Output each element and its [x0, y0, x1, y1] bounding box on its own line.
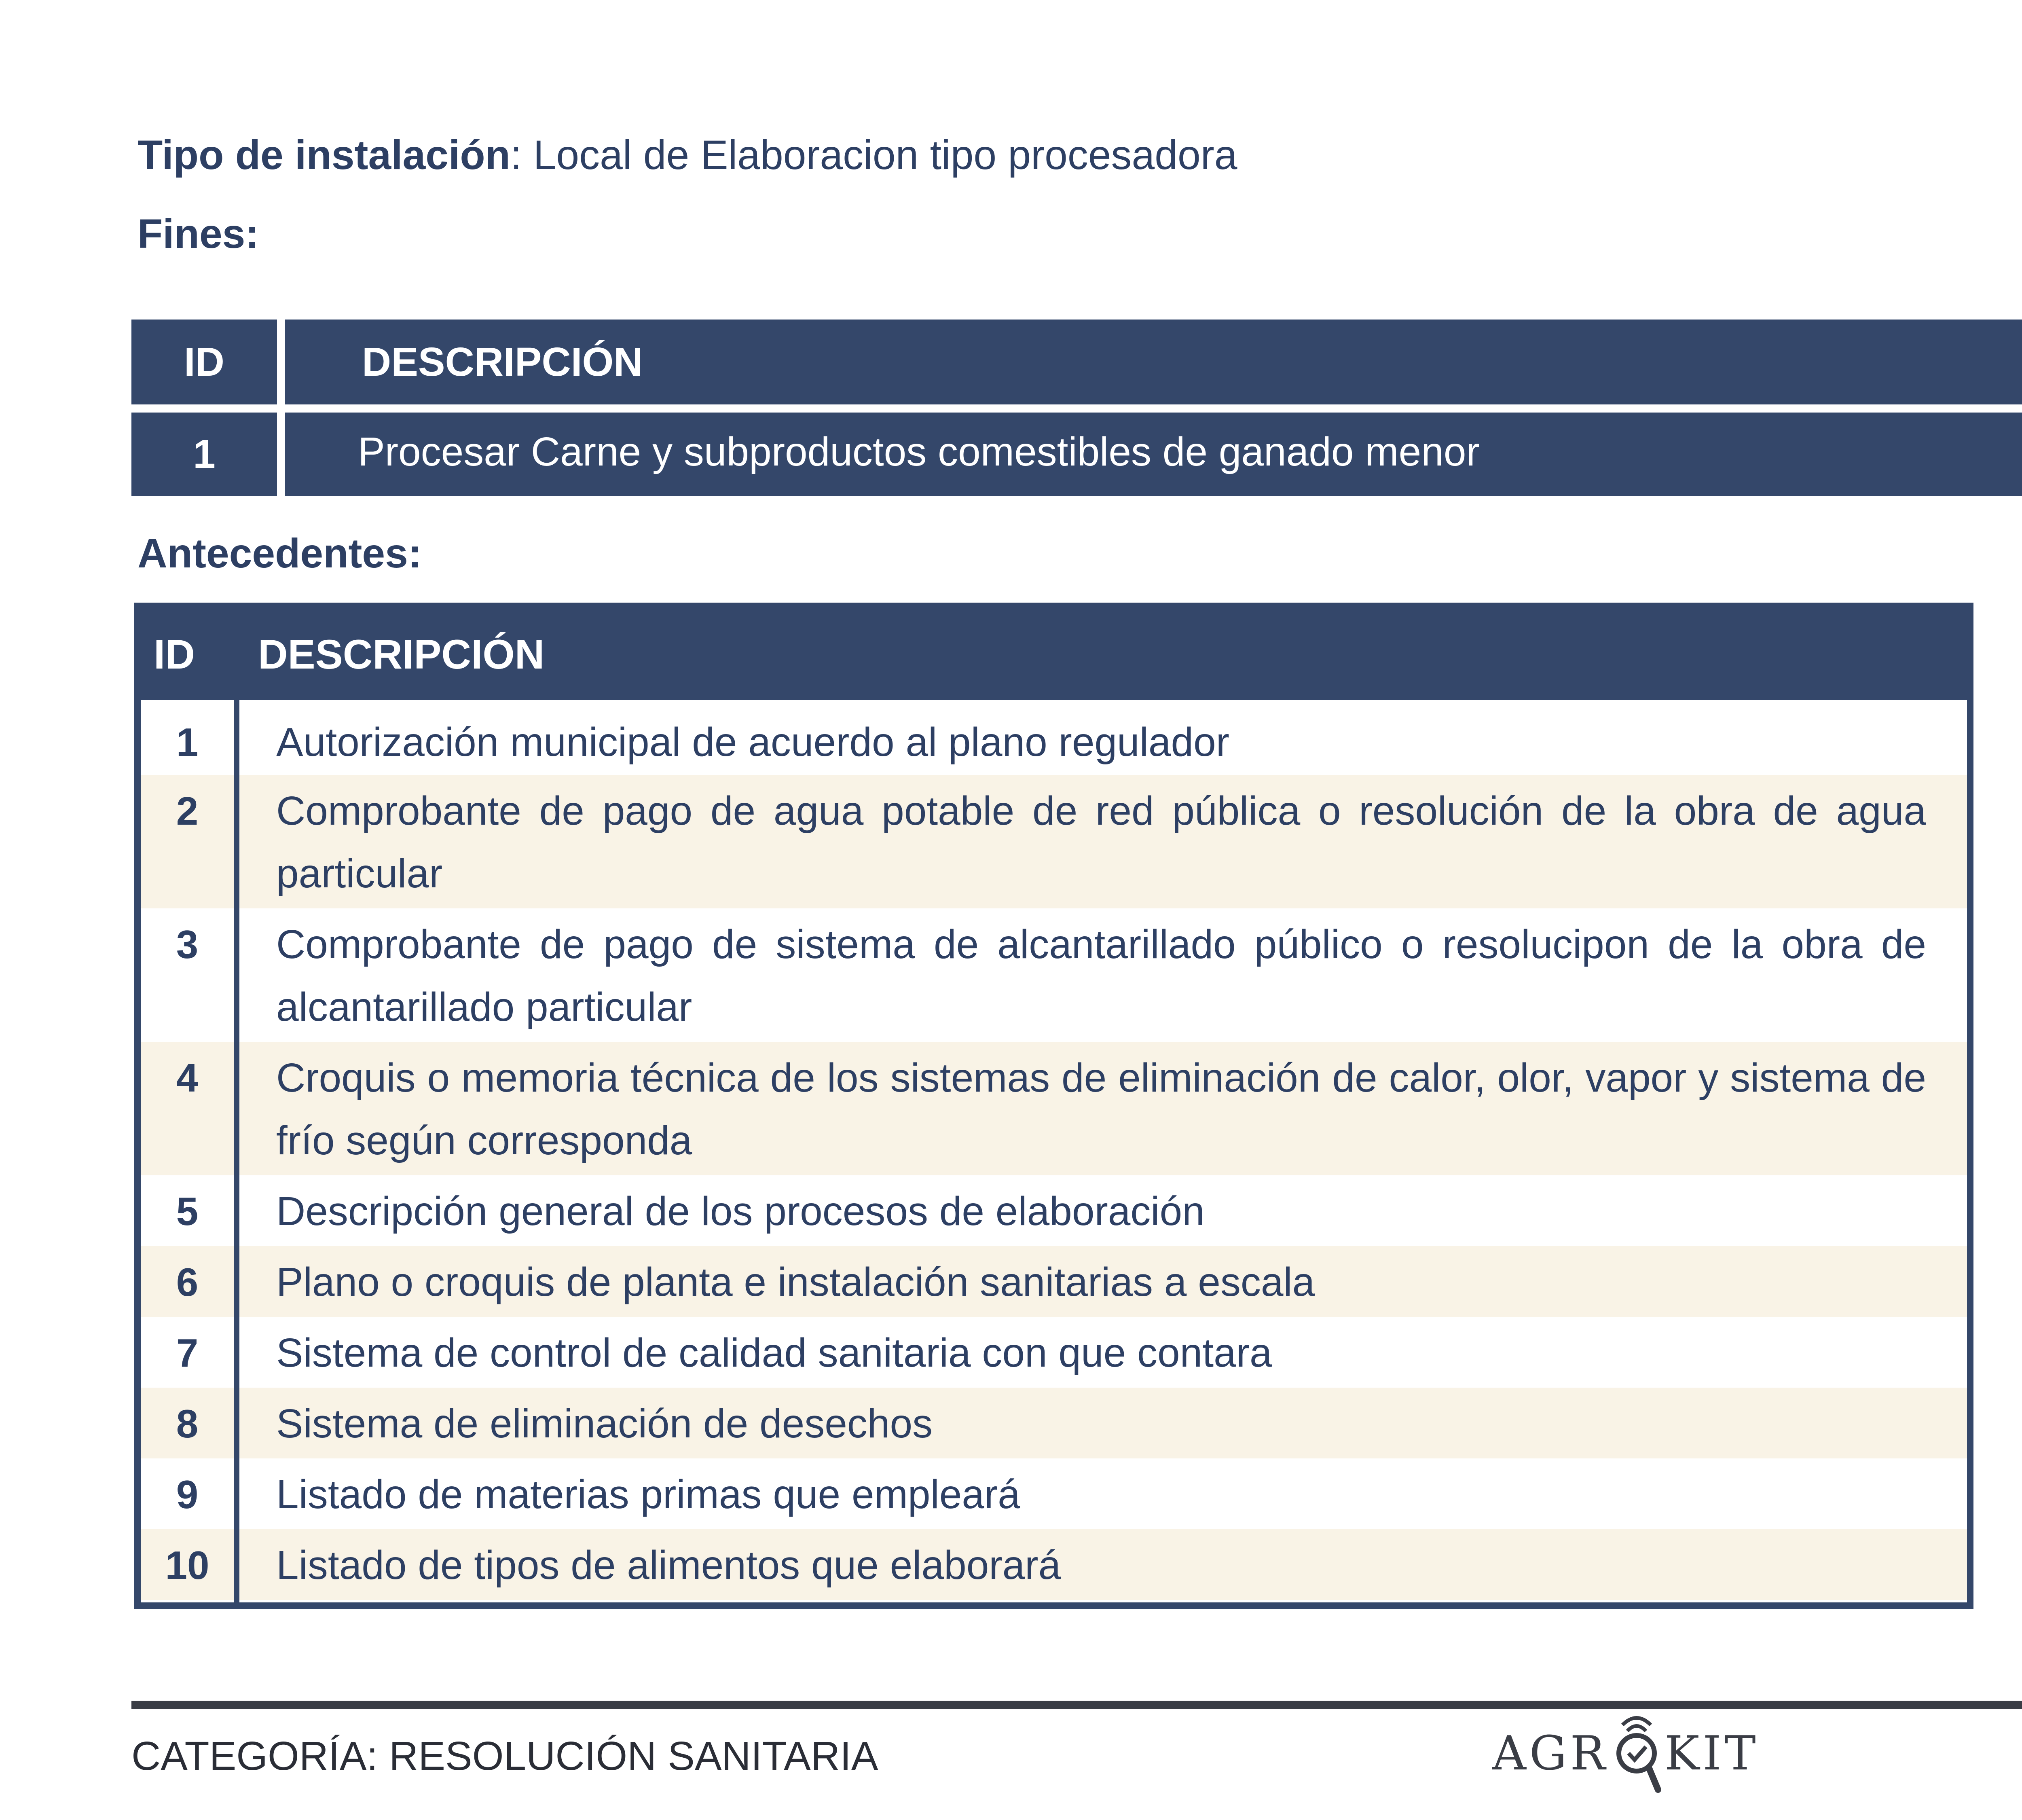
row-description: Plano o croquis de planta e instalación sanitarias a escala [276, 1259, 1315, 1305]
row-id: 4 [176, 1056, 199, 1100]
footer-divider [131, 1701, 2022, 1709]
antecedentes-col-id: ID [154, 631, 195, 677]
row-id: 3 [176, 922, 199, 967]
row-description: Listado de tipos de alimentos que elaborará [276, 1543, 1061, 1588]
installation-type-line [137, 131, 1237, 179]
fines-col-id: ID [131, 320, 277, 404]
row-description: Descripción general de los procesos de elaboración [276, 1189, 1205, 1234]
row-description: Croquis o memoria técnica de los sistemas de eliminación de calor, olor, vapor y sistema de frío según corresponda [276, 1055, 1926, 1163]
table-row [141, 1042, 1967, 1175]
fines-col-desc: DESCRIPCIÓN [285, 320, 2022, 404]
antecedentes-table-header [141, 609, 1967, 700]
fines-row-id: 1 [131, 413, 277, 496]
fines-title: Fines: [137, 211, 259, 257]
row-description: Sistema de eliminación de desechos [276, 1401, 933, 1446]
table-row [141, 775, 1967, 908]
row-id: 5 [176, 1189, 199, 1234]
row-description: Sistema de control de calidad sanitaria con que contara [276, 1330, 1272, 1376]
row-id: 10 [165, 1543, 209, 1587]
table-row [141, 1175, 1967, 1246]
row-description: Comprobante de pago de agua potable de red pública o resolución de la obra de agua particular [276, 788, 1926, 896]
logo-text-right: KIT [1664, 1726, 1759, 1781]
antecedentes-column-divider [234, 609, 239, 1602]
row-id: 2 [176, 789, 199, 833]
footer-category: CATEGORÍA: RESOLUCIÓN SANITARIA [131, 1733, 878, 1779]
table-row [141, 1246, 1967, 1317]
row-id: 1 [176, 720, 199, 764]
row-id: 9 [176, 1472, 199, 1517]
table-row [141, 1458, 1967, 1529]
fines-table [131, 320, 2022, 496]
antecedentes-table [134, 603, 1973, 1609]
installation-type-value: : Local de Elaboracion tipo procesadora [510, 132, 1237, 178]
table-row [141, 908, 1967, 1042]
agrokit-logo [1492, 1709, 1759, 1798]
table-row [141, 706, 1967, 775]
row-description: Listado de materias primas que empleará [276, 1472, 1020, 1517]
table-row [141, 1317, 1967, 1388]
fines-row-desc: Procesar Carne y subproductos comestibles de ganado menor [285, 413, 2022, 496]
row-id: 6 [176, 1260, 199, 1304]
installation-type-label: Tipo de instalación [137, 132, 510, 178]
antecedentes-col-desc: DESCRIPCIÓN [258, 631, 545, 677]
table-row [141, 1529, 1967, 1600]
row-description: Comprobante de pago de sistema de alcantarillado público o resolucipon de la obra de alcantarillado particular [276, 922, 1926, 1030]
row-id: 8 [176, 1401, 199, 1446]
antecedentes-title: Antecedentes: [137, 530, 422, 576]
magnifier-check-icon [1610, 1709, 1663, 1798]
row-id: 7 [176, 1331, 199, 1375]
table-row [141, 1388, 1967, 1458]
row-description: Autorización municipal de acuerdo al plano regulador [276, 720, 1230, 765]
logo-text-left: AGR [1492, 1726, 1609, 1781]
